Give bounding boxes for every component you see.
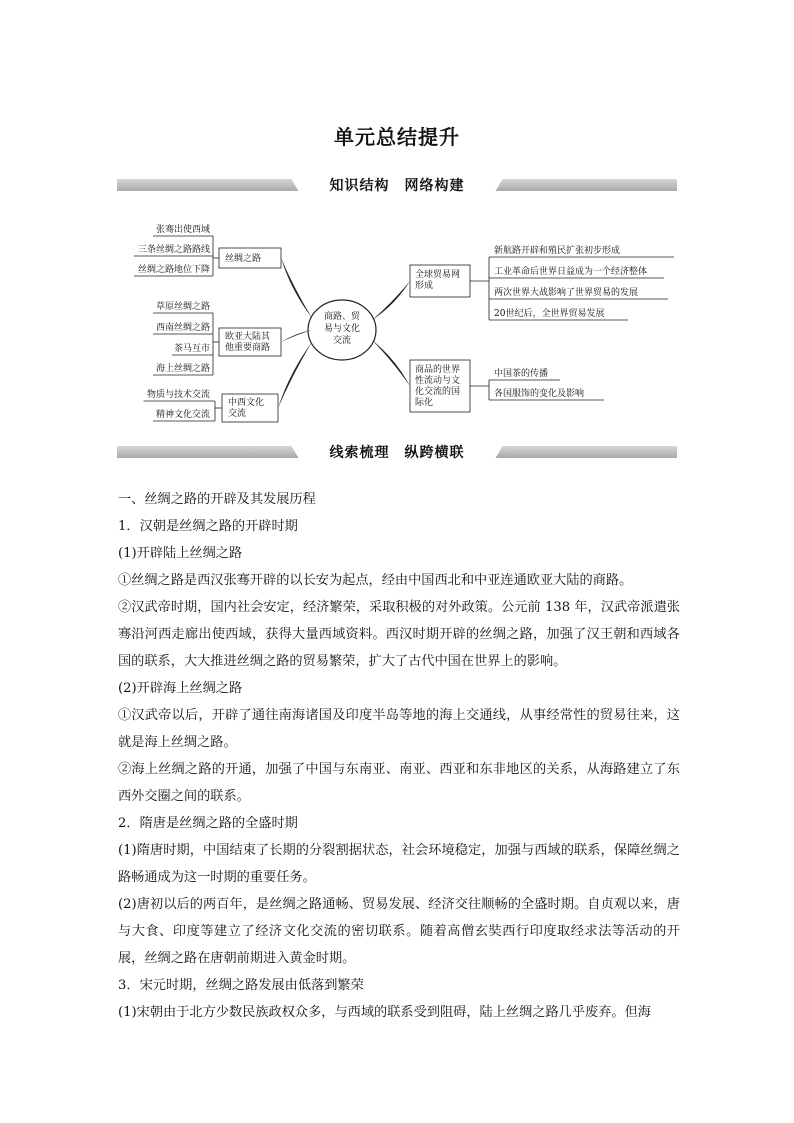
sub-heading: (1)开辟陆上丝绸之路 — [118, 546, 243, 561]
section-banner-clues — [117, 440, 677, 462]
paragraph: ①丝绸之路是西汉张骞开辟的以长安为起点，经由中国西北和中亚连通欧亚大陆的商路。 — [118, 573, 633, 588]
center-node-label: 商路、贸易与文化交流 — [323, 312, 361, 346]
paragraph: ①汉武帝以后，开辟了通往南海诸国及印度半岛等地的海上交通线，从事经常性的贸易往来，这就是海上丝绸之路。 — [118, 708, 680, 750]
branch-line — [281, 258, 312, 318]
leaf-label: 丝绸之路地位下降 — [137, 265, 210, 275]
branch-node-label: 欧亚大陆其他重要商路 — [225, 332, 271, 353]
subsection-heading: 2．隋唐是丝绸之路的全盛时期 — [118, 816, 298, 831]
page-title: 单元总结提升 — [334, 125, 460, 149]
subsection-heading: 3．宋元时期，丝绸之路发展由低落到繁荣 — [118, 978, 364, 993]
paragraph: ②海上丝绸之路的开通，加强了中国与东南亚、南亚、西亚和东非地区的关系，从海路建立了东西外交圈之间的联系。 — [118, 762, 680, 804]
branch-line — [281, 330, 312, 342]
leaf-label: 各国服饰的变化及影响 — [494, 389, 585, 399]
leaf-label: 精神文化交流 — [155, 410, 210, 420]
leaf-label: 物质与技术交流 — [146, 390, 210, 400]
branch-line — [372, 281, 410, 320]
leaf-label: 茶马互市 — [173, 344, 210, 354]
subsection-heading: 1．汉朝是丝绸之路的开辟时期 — [118, 519, 298, 534]
branch-node-label: 丝绸之路 — [225, 254, 262, 264]
leaf-label: 草原丝绸之路 — [155, 302, 210, 312]
banner-label: 知识结构 网络构建 — [329, 178, 465, 194]
banner-label: 线索梳理 纵跨横联 — [329, 445, 465, 461]
branch-line — [278, 342, 312, 408]
leaf-label: 新航路开辟和殖民扩张初步形成 — [494, 246, 621, 256]
leaf-label: 工业革命后世界日益成为一个经济整体 — [494, 267, 648, 277]
leaf-label: 三条丝绸之路路线 — [137, 245, 210, 255]
paragraph: (1)隋唐时期，中国结束了长期的分裂割据状态，社会环境稳定，加强与西域的联系，保障丝绸之路畅通成为这一时期的重要任务。 — [118, 843, 680, 885]
paragraph: ②汉武帝时期，国内社会安定，经济繁荣，采取积极的对外政策。公元前 138 年，汉武帝派遣张骞沿河西走廊出使西域，获得大量西域资料。西汉时期开辟的丝绸之路，加强了汉王朝和西域各国的联系，大大推进丝绸之路的贸易繁荣，扩大了古代中国在世界上的影响。 — [118, 600, 680, 669]
leaf-label: 中国茶的传播 — [494, 369, 549, 379]
leaf-label: 张骞出使西域 — [155, 225, 210, 235]
branch-line — [372, 340, 410, 386]
branch-node-label: 中西文化交流 — [228, 398, 265, 419]
mind-map — [0, 0, 794, 440]
branch-node-label: 商品的世界性流动与文化交流的国际化 — [415, 365, 461, 408]
leaf-label: 海上丝绸之路 — [155, 364, 210, 374]
paragraph: (2)唐初以后的两百年，是丝绸之路通畅、贸易发展、经济交往顺畅的全盛时期。自贞观以来，唐与大食、印度等建立了经济文化交流的密切联系。随着高僧玄奘西行印度取经求法等活动的开展，丝绸之路在唐朝前期进入黄金时期。 — [118, 897, 680, 966]
section-heading: 一、丝绸之路的开辟及其发展历程 — [118, 492, 316, 507]
leaf-label: 两次世界大战影响了世界贸易的发展 — [494, 288, 639, 298]
branch-node-label: 全球贸易网形成 — [415, 270, 461, 291]
sub-heading: (2)开辟海上丝绸之路 — [118, 681, 243, 696]
leaf-label: 西南丝绸之路 — [155, 323, 210, 333]
paragraph: (1)宋朝由于北方少数民族政权众多，与西域的联系受到阻碍，陆上丝绸之路几乎废弃。但海 — [118, 1005, 651, 1020]
leaf-label: 20世纪后，全世界贸易发展 — [494, 309, 605, 319]
body-text — [118, 486, 680, 1026]
